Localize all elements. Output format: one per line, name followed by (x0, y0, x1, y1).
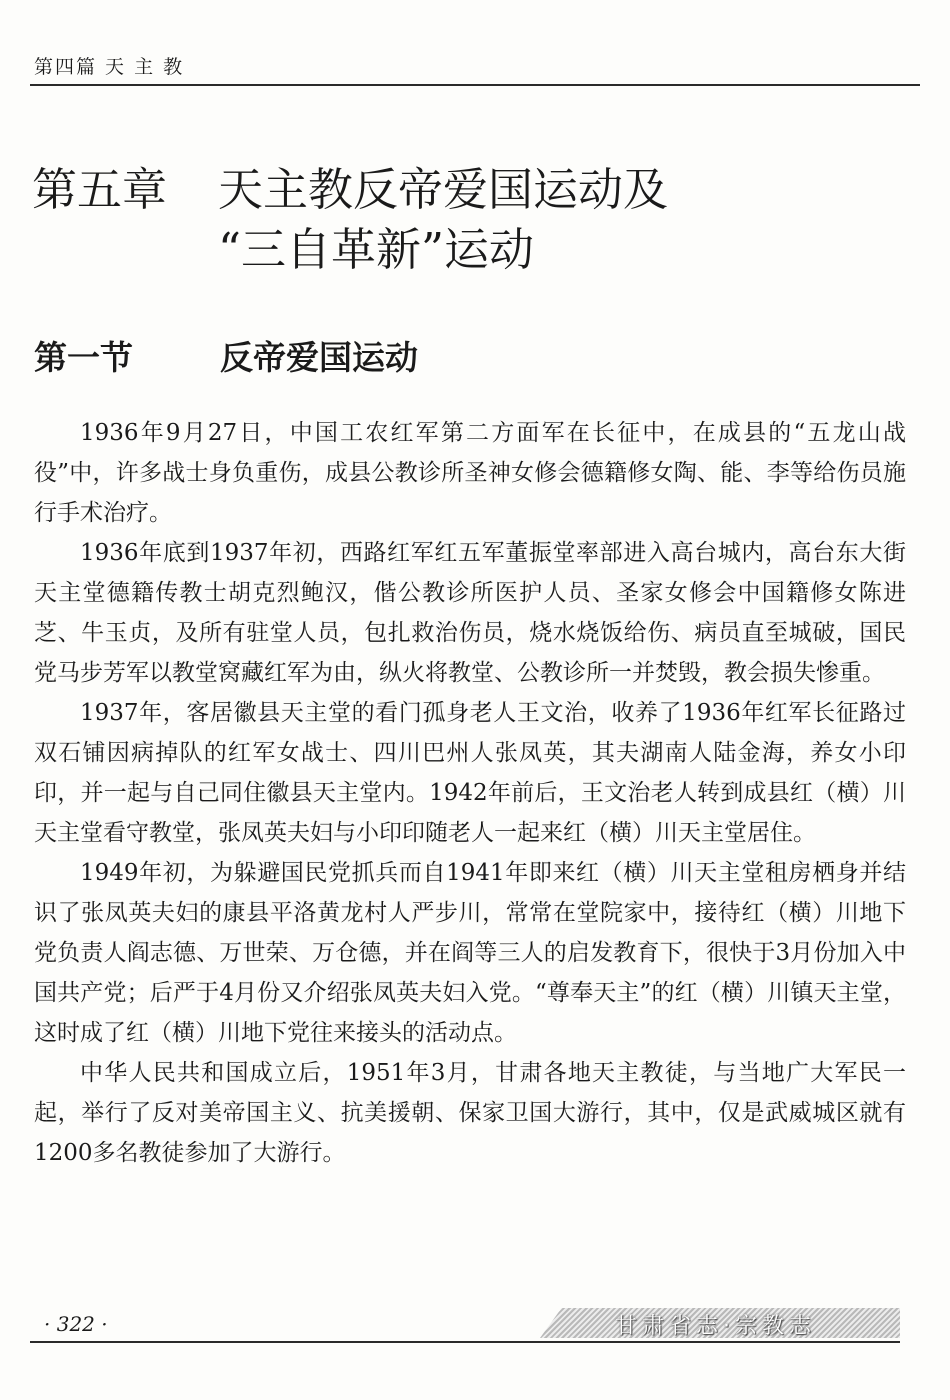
body-text (34, 413, 906, 1173)
chapter-title (32, 160, 668, 280)
paragraph: 1936年9月27日，中国工农红军第二方面军在长征中，在成县的“五龙山战役”中，许多战士身负重伤，成县公教诊所圣神女修会德籍修女陶、能、李等给伤员施行手术治疗。 (34, 420, 906, 526)
book-title: 甘肃省志·宗教志 (615, 1314, 816, 1339)
chapter-title-line1: 天主教反帝爱国运动及 (218, 163, 669, 216)
section-title-text: 反帝爱国运动 (220, 338, 418, 377)
footer-rule (30, 1341, 900, 1343)
section-title (34, 332, 418, 379)
page-number: · 322 · (44, 1312, 108, 1336)
paragraph: 1949年初，为躲避国民党抓兵而自1941年即来红（横）川天主堂租房栖身并结识了张凤英夫妇的康县平洛黄龙村人严步川，常常在堂院家中，接待红（横）川地下党负责人阎志德、万世荣、万仓德，并在阎等三人的启发教育下，很快于3月份加入中国共产党；后严于4月份又介绍张凤英夫妇入党。“尊奉天主”的红（横）川镇天主堂，这时成了红（横）川地下党往来接头的活动点。 (34, 860, 906, 1046)
section-number: 第一节 (34, 338, 133, 377)
running-header: 第四篇 天 主 教 (34, 56, 185, 78)
header-rule (30, 84, 920, 86)
paragraph: 1936年底到1937年初，西路红军红五军董振堂率部进入高台城内，高台东大街天主堂德籍传教士胡克烈鲍汉，偕公教诊所医护人员、圣家女修会中国籍修女陈进芝、牛玉贞，及所有驻堂人员，包扎救治伤员，烧水烧饭给伤、病员直至城破，国民党马步芳军以教堂窝藏红军为由，纵火将教堂、公教诊所一并焚毁，教会损失惨重。 (34, 540, 906, 686)
page-footer (30, 1308, 900, 1342)
chapter-title-line2: “三自革新”运动 (218, 223, 535, 276)
paragraph: 中华人民共和国成立后，1951年3月，甘肃各地天主教徒，与当地广大军民一起，举行了反对美帝国主义、抗美援朝、保家卫国大游行，其中，仅是武威城区就有1200多名教徒参加了大游行。 (34, 1060, 906, 1166)
chapter-number: 第五章 (32, 163, 168, 216)
paragraph: 1937年，客居徽县天主堂的看门孤身老人王文治，收养了1936年红军长征路过双石铺因病掉队的红军女战士、四川巴州人张凤英，其夫湖南人陆金海，养女小印印，并一起与自己同住徽县天主堂内。1942年前后，王文治老人转到成县红（横）川天主堂看守教堂，张凤英夫妇与小印印随老人一起来红（横）川天主堂居住。 (34, 700, 906, 846)
